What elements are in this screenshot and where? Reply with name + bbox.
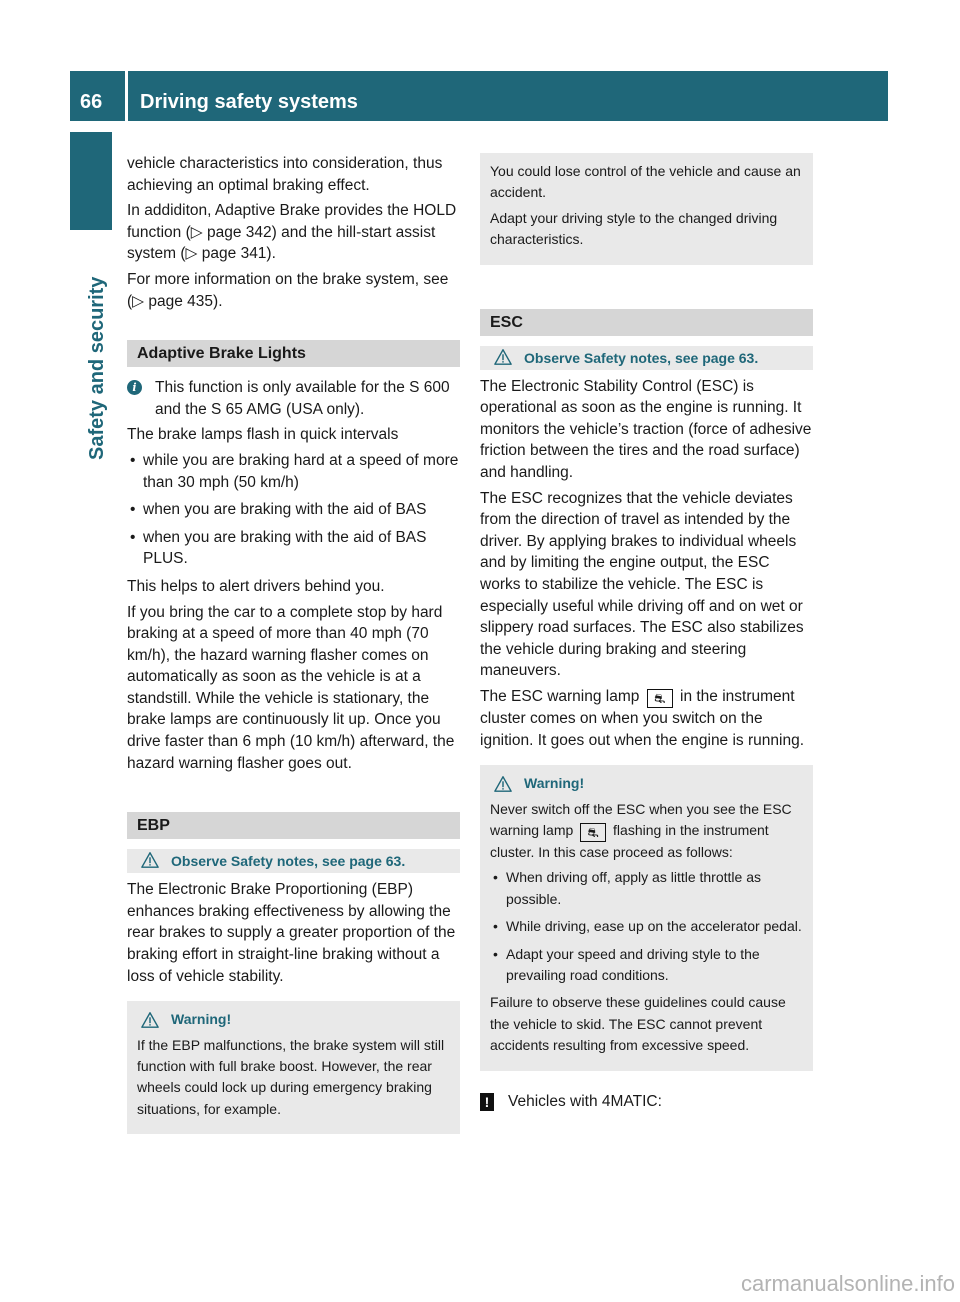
list-item: • when you are braking with the aid of BAS PLUS. [127,527,460,570]
bullet-list [490,867,803,986]
info-note-text: This function is only available for the S 600 and the S 65 AMG (USA only). [155,379,450,418]
paragraph: The brake lamps flash in quick intervals [127,426,399,444]
intro-paragraph: For more information on the brake system, see (▷ page 435). [127,270,449,310]
bullet-list [127,450,460,570]
warning-title-text: Warning! [524,775,585,792]
list-item: • Adapt your speed and driving style to the prevailing road conditions. [490,944,803,987]
warning-triangle-icon [494,775,512,793]
safety-note-text: Observe Safety notes, see page 63. [171,853,406,870]
warning-box [127,1001,460,1134]
page-header [70,71,888,121]
warning-text [490,799,803,864]
text-fragment: The ESC warning lamp [480,687,640,705]
warning-triangle-icon [141,1011,159,1029]
paragraph-esc-lamp [480,686,813,751]
text-fragment: in the instrument cluster comes on when you switch on the ignition. It goes out when the engine is running. [480,687,805,749]
note [480,1091,813,1113]
esc-warning-lamp-icon: ⛐ [647,689,673,708]
list-item: • while you are braking hard at a speed of more than 30 mph (50 km/h) [127,450,460,493]
warning-triangle-icon [141,851,159,869]
list-item: • When driving off, apply as little throttle as possible. [490,867,803,910]
text-fragment: flashing in the instrument cluster. In this case proceed as follows: [490,821,769,860]
list-item: • While driving, ease up on the accelerator pedal. [490,916,803,937]
safety-note [480,346,813,370]
section-heading-adaptive-brake-lights: Adaptive Brake Lights [127,340,460,367]
warning-text: Adapt your driving style to the changed driving characteristics. [490,209,778,248]
page-number: 66 [80,91,103,113]
exclamation-note-icon: ! [480,1093,494,1111]
esc-warning-lamp-icon: ⛐ [580,823,606,842]
page-title: Driving safety systems [140,91,358,113]
warning-triangle-icon [494,348,512,366]
safety-note [127,849,460,873]
warning-text: Failure to observe these guidelines could cause the vehicle to skid. The ESC cannot prevent accidents resulting from excessive speed. [490,994,786,1054]
list-item: • when you are braking with the aid of BAS [127,499,460,521]
section-heading-ebp: EBP [127,812,460,839]
section-heading-esc: ESC [480,309,813,336]
paragraph: If you bring the car to a complete stop by hard braking at a speed of more than 40 mph (70 km/h), the hazard warning flasher comes on automatically as soon as the vehicle is at a standstill. While the vehicle is stationary, the brake lamps are continuously lit up. Once you drive faster than 6 mph (10 km/h) afterward, the hazard warning flasher goes out. [127,603,455,772]
paragraph: The ESC recognizes that the vehicle deviates from the direction of travel as intended by the driver. By applying brakes to individual wheels and by limiting the engine output, the ESC works to stabilize the vehicle. The ESC is especially useful while driving off and on wet or slippery road surfaces. The ESC also stabilizes the vehicle during braking and steering maneuvers. [480,489,804,680]
note-text: Vehicles with 4MATIC: [508,1092,662,1110]
warning-box [480,765,813,1070]
header-divider [125,71,128,121]
info-icon: i [127,380,142,395]
warning-text: You could lose control of the vehicle and cause an accident. [490,163,801,201]
paragraph: The Electronic Brake Proportioning (EBP) enhances braking effectiveness by allowing the rear brakes to supply a greater proportion of the braking effort in straight-line braking without a loss of vehicle stability. [127,881,456,985]
side-tab-label: Safety and security [86,276,108,460]
watermark: carmanualsonline.info [740,1271,955,1296]
warning-title-text: Warning! [171,1011,232,1028]
warning-title [490,773,803,794]
paragraph: The Electronic Stability Control (ESC) is operational as soon as the engine is running. It monitors the vehicle’s traction (force of adhesive friction between the tires and the road surface) and handling. [480,377,812,481]
right-column [480,153,813,1116]
intro-paragraph: In addiditon, Adaptive Brake provides the HOLD function (▷ page 342) and the hill-start assist system (▷ page 341). [127,202,457,263]
paragraph: This helps to alert drivers behind you. [127,577,385,595]
text-fragment: Never switch off the ESC when you see the ESC warning lamp [490,800,792,838]
warning-text: If the EBP malfunctions, the brake system will still function with full brake boost. However, the rear wheels could lock up during emergency braking situations, for example. [137,1036,445,1117]
warning-title [137,1009,450,1030]
safety-note-text: Observe Safety notes, see page 63. [524,349,759,366]
intro-paragraph: vehicle characteristics into consideration, thus achieving an optimal braking effect. [127,155,443,194]
info-note [127,377,460,420]
side-tab-marker [70,132,112,230]
left-column [127,153,460,1154]
warning-box-continued [480,153,813,265]
